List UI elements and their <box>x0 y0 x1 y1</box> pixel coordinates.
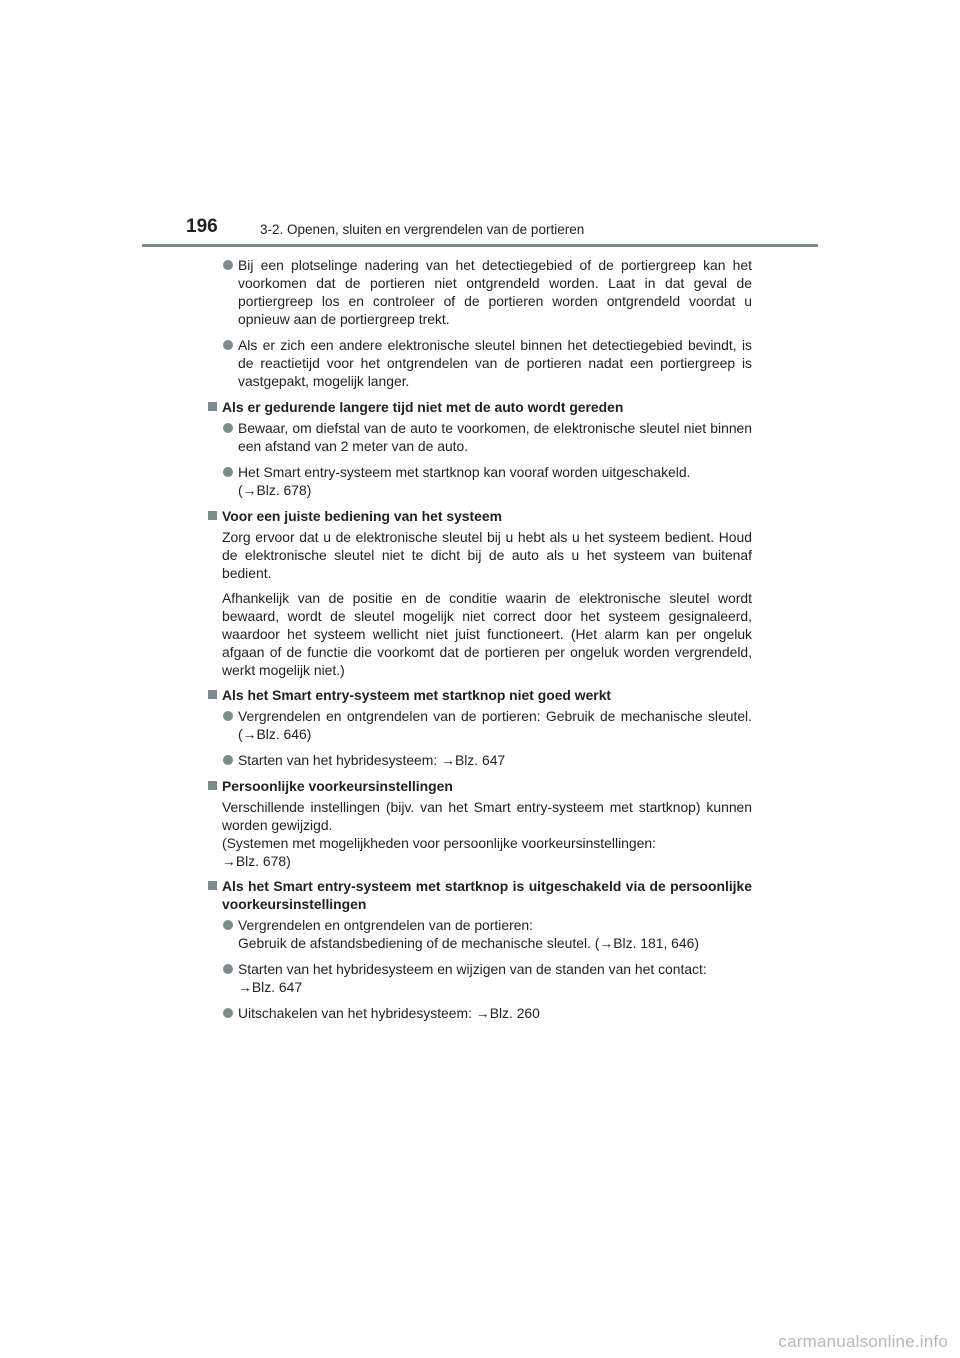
bullet-item <box>222 960 752 996</box>
bullet-item <box>222 336 752 390</box>
bullet-dot-icon <box>223 340 233 350</box>
section-heading-text: Persoonlijke voorkeursinstellingen <box>222 778 453 794</box>
bullet-dot-icon <box>223 711 233 721</box>
bullet-dot-icon <box>223 920 233 930</box>
bullet-text: Uitschakelen van het hybridesysteem: →Blz. 260 <box>238 1005 540 1021</box>
bullet-item <box>222 419 752 455</box>
section-square-icon <box>208 511 217 520</box>
bullet-dot-icon <box>223 467 233 477</box>
section-heading <box>206 398 752 416</box>
bullet-dot-icon <box>223 1008 233 1018</box>
watermark: carmanualsonline.info <box>778 1332 948 1351</box>
bullet-text: Bewaar, om diefstal van de auto te voorkomen, de elektronische sleutel niet binnen een afstand van 2 meter van de auto. <box>238 420 752 454</box>
section-heading-text: Voor een juiste bediening van het systeem <box>222 508 502 524</box>
paragraph-line: (Systemen met mogelijkheden voor persoonlijke voorkeursinstellingen: <box>222 835 656 851</box>
bullet-text: Vergrendelen en ontgrendelen van de portieren: <box>238 917 534 933</box>
section-square-icon <box>208 781 217 790</box>
bullet-text: Vergrendelen en ontgrendelen van de portieren: Gebruik de mechanische sleutel. (→Blz. 646) <box>238 708 752 742</box>
bullet-dot-icon <box>223 964 233 974</box>
section-square-icon <box>208 881 217 890</box>
bullet-text: Starten van het hybridesysteem en wijzigen van de standen van het contact: <box>238 961 707 977</box>
page-reference: →Blz. 647 <box>238 979 303 995</box>
bullet-item <box>222 916 752 952</box>
section-square-icon <box>208 690 217 699</box>
section-heading-text: Als het Smart entry-systeem met startknop niet goed werkt <box>222 687 612 703</box>
header-divider <box>142 244 818 247</box>
paragraph-line: Verschillende instellingen (bijv. van het Smart entry-systeem met startknop) kunnen worden gewijzigd. <box>222 799 752 833</box>
bullet-text: Als er zich een andere elektronische sleutel binnen het detectiegebied bevindt, is de reactietijd voor het ontgrendelen van de portieren nadat een portiergreep is vastgepakt, mogelijk langer. <box>238 337 752 389</box>
section-heading <box>206 686 752 704</box>
paragraph: Zorg ervoor dat u de elektronische sleutel bij u hebt als u het systeem bedient. Houd de elektronische sleutel niet te dicht bij de auto als u het systeem van buitenaf bedient. <box>222 529 752 581</box>
page-number: 196 <box>186 216 218 237</box>
bullet-dot-icon <box>223 755 233 765</box>
bullet-dot-icon <box>223 423 233 433</box>
section-heading-text: Als het Smart entry-systeem met startknop is uitgeschakeld via de persoonlijke voorkeursinstellingen <box>222 878 752 912</box>
section-heading <box>206 777 752 795</box>
section-heading-text: Als er gedurende langere tijd niet met de auto wordt gereden <box>222 399 624 415</box>
page-reference: (→Blz. 678) <box>238 482 312 498</box>
bullet-text: Bij een plotselinge nadering van het detectiegebied of de portiergreep kan het voorkomen dat de portieren niet ontgrendeld worden. Laat in dat geval de portiergreep los en controleer of de portieren worden ontgrendeld voordat u opnieuw aan de portiergreep trekt. <box>238 257 752 327</box>
bullet-text: Gebruik de afstandsbediening of de mechanische sleutel. (→Blz. 181, 646) <box>238 935 699 951</box>
page-content <box>222 256 752 1030</box>
bullet-item <box>222 1004 752 1022</box>
bullet-dot-icon <box>223 260 233 270</box>
bullet-text: Het Smart entry-systeem met startknop kan vooraf worden uitgeschakeld. <box>238 464 691 480</box>
bullet-text: Starten van het hybridesysteem: →Blz. 647 <box>238 752 506 768</box>
bullet-item <box>222 707 752 743</box>
page-reference: →Blz. 678) <box>222 853 291 869</box>
paragraph <box>222 798 752 870</box>
bullet-item <box>222 463 752 499</box>
bullet-item <box>222 751 752 769</box>
paragraph: Afhankelijk van de positie en de conditie waarin de elektronische sleutel wordt bewaard, wordt de sleutel mogelijk niet correct door het systeem gesignaleerd, waardoor het systeem wellicht niet juist functioneert. (Het alarm kan per ongeluk afgaan of de functie die voorkomt dat de portieren per ongeluk worden vergrendeld, werkt mogelijk niet.) <box>222 590 752 678</box>
section-heading <box>206 507 752 525</box>
bullet-item <box>222 256 752 328</box>
section-heading <box>206 877 752 913</box>
chapter-title: 3-2. Openen, sluiten en vergrendelen van de portieren <box>260 222 585 237</box>
section-square-icon <box>208 402 217 411</box>
